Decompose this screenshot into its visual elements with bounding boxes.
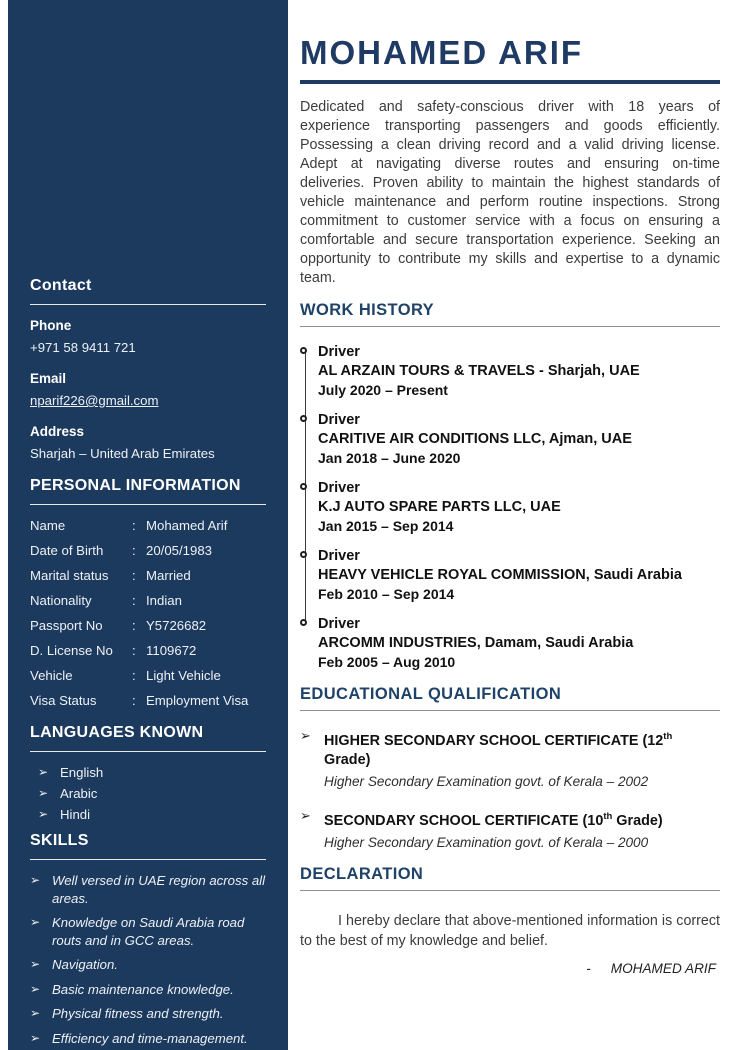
- signature-dash: -: [586, 960, 591, 976]
- email-link[interactable]: nparif226@gmail.com: [30, 393, 159, 408]
- education-heading: EDUCATIONAL QUALIFICATION: [300, 684, 720, 711]
- work-history-heading: WORK HISTORY: [300, 300, 720, 327]
- contact-email: [30, 370, 266, 409]
- list-item: ➢ Basic maintenance knowledge.: [30, 981, 234, 997]
- list-item: ➢ Well versed in UAE region across all areas.: [30, 873, 266, 906]
- list-item: ➢ Navigation.: [30, 957, 118, 972]
- timeline-dot-icon: [300, 483, 307, 490]
- contact-phone: [30, 317, 266, 356]
- education-subtitle: Higher Secondary Examination govt. of Kerala – 2000: [324, 834, 649, 850]
- timeline-dot-icon: [300, 551, 307, 558]
- arrow-bullet-icon: ➢: [30, 957, 41, 971]
- list-item: ➢ Hindi: [38, 807, 91, 822]
- education-title: HIGHER SECONDARY SCHOOL CERTIFICATE (12th Grade): [324, 731, 673, 768]
- education-title: SECONDARY SCHOOL CERTIFICATE (10th Grade): [324, 810, 663, 829]
- table-row: Visa Status : Employment Visa: [30, 693, 249, 708]
- declaration-heading: DECLARATION: [300, 864, 720, 891]
- table-row: Marital status : Married: [30, 568, 191, 583]
- arrow-bullet-icon: ➢: [38, 786, 49, 800]
- table-row: D. License No : 1109672: [30, 643, 197, 658]
- address-label: Address: [30, 424, 85, 439]
- resume-main: [300, 34, 720, 976]
- arrow-bullet-icon: ➢: [30, 1006, 41, 1020]
- languages-heading: LANGUAGES KNOWN: [30, 723, 266, 752]
- work-entry: Driver ARCOMM INDUSTRIES, Damam, Saudi Arabia Feb 2005 – Aug 2010: [300, 615, 720, 672]
- title-underline: [300, 80, 720, 84]
- address-value: Sharjah – United Arab Emirates: [30, 446, 215, 461]
- work-entry: Driver CARITIVE AIR CONDITIONS LLC, Ajman, UAE Jan 2018 – June 2020: [300, 411, 720, 468]
- timeline-dot-icon: [300, 619, 307, 626]
- timeline-dot-icon: [300, 415, 307, 422]
- table-row: Vehicle : Light Vehicle: [30, 668, 221, 683]
- arrow-bullet-icon: ➢: [300, 807, 311, 823]
- arrow-bullet-icon: ➢: [300, 728, 311, 743]
- skills-heading: SKILLS: [30, 831, 266, 860]
- education-entry: [300, 727, 720, 791]
- education-entry: [300, 807, 720, 852]
- sidebar: [8, 0, 288, 1050]
- signature-name: MOHAMED ARIF: [610, 960, 716, 976]
- table-row: Nationality : Indian: [30, 593, 182, 608]
- declaration-text: I hereby declare that above-mentioned information is correct to the best of my knowledge and belief.: [300, 912, 720, 949]
- arrow-bullet-icon: ➢: [30, 915, 41, 929]
- table-row: Name : Mohamed Arif: [30, 518, 228, 533]
- contact-address: [30, 423, 266, 462]
- table-row: Passport No : Y5726682: [30, 618, 207, 633]
- phone-label: Phone: [30, 318, 72, 333]
- education-list: [300, 727, 720, 852]
- languages-list: [30, 764, 266, 823]
- personal-info-table: [30, 517, 266, 709]
- work-history-timeline: [300, 343, 720, 672]
- personal-info-heading: PERSONAL INFORMATION: [30, 476, 266, 505]
- timeline-dot-icon: [300, 347, 307, 354]
- work-entry: Driver HEAVY VEHICLE ROYAL COMMISSION, Saudi Arabia Feb 2010 – Sep 2014: [300, 547, 720, 604]
- skills-list: [30, 872, 266, 1047]
- arrow-bullet-icon: ➢: [30, 873, 41, 887]
- signature-line: [300, 961, 720, 976]
- table-row: Date of Birth : 20/05/1983: [30, 543, 213, 558]
- summary-paragraph: Dedicated and safety-conscious driver with 18 years of experience transporting passengers and goods efficiently. Possessing a clean driving record and a valid driving license. Adept at navigating diverse routes and ensuring on-time deliveries. Proven ability to maintain the highest standards of vehicle maintenance and perform routine inspections. Strong commitment to customer service with a focus on ensuring a comfortable and secure transportation experience. Seeking an opportunity to contribute my skills and expertise to a dynamic team.: [300, 99, 720, 286]
- list-item: ➢ Arabic: [38, 786, 98, 801]
- arrow-bullet-icon: ➢: [30, 1030, 41, 1045]
- education-subtitle: Higher Secondary Examination govt. of Kerala – 2002: [324, 773, 649, 789]
- work-entry: Driver AL ARZAIN TOURS & TRAVELS - Sharjah, UAE July 2020 – Present: [300, 343, 720, 400]
- work-entry: Driver K.J AUTO SPARE PARTS LLC, UAE Jan 2015 – Sep 2014: [300, 479, 720, 536]
- list-item: ➢ Physical fitness and strength.: [30, 1006, 224, 1021]
- arrow-bullet-icon: ➢: [38, 765, 49, 779]
- contact-heading: Contact: [30, 276, 266, 305]
- list-item: ➢ English: [38, 765, 104, 780]
- page-title: MOHAMED ARIF: [300, 34, 584, 71]
- arrow-bullet-icon: ➢: [30, 981, 41, 996]
- arrow-bullet-icon: ➢: [38, 807, 49, 821]
- list-item: ➢ Efficiency and time-management.: [30, 1030, 248, 1046]
- phone-value: +971 58 9411 721: [30, 340, 136, 355]
- email-label: Email: [30, 371, 67, 386]
- list-item: ➢ Knowledge on Saudi Arabia road routs and in GCC areas.: [30, 915, 245, 948]
